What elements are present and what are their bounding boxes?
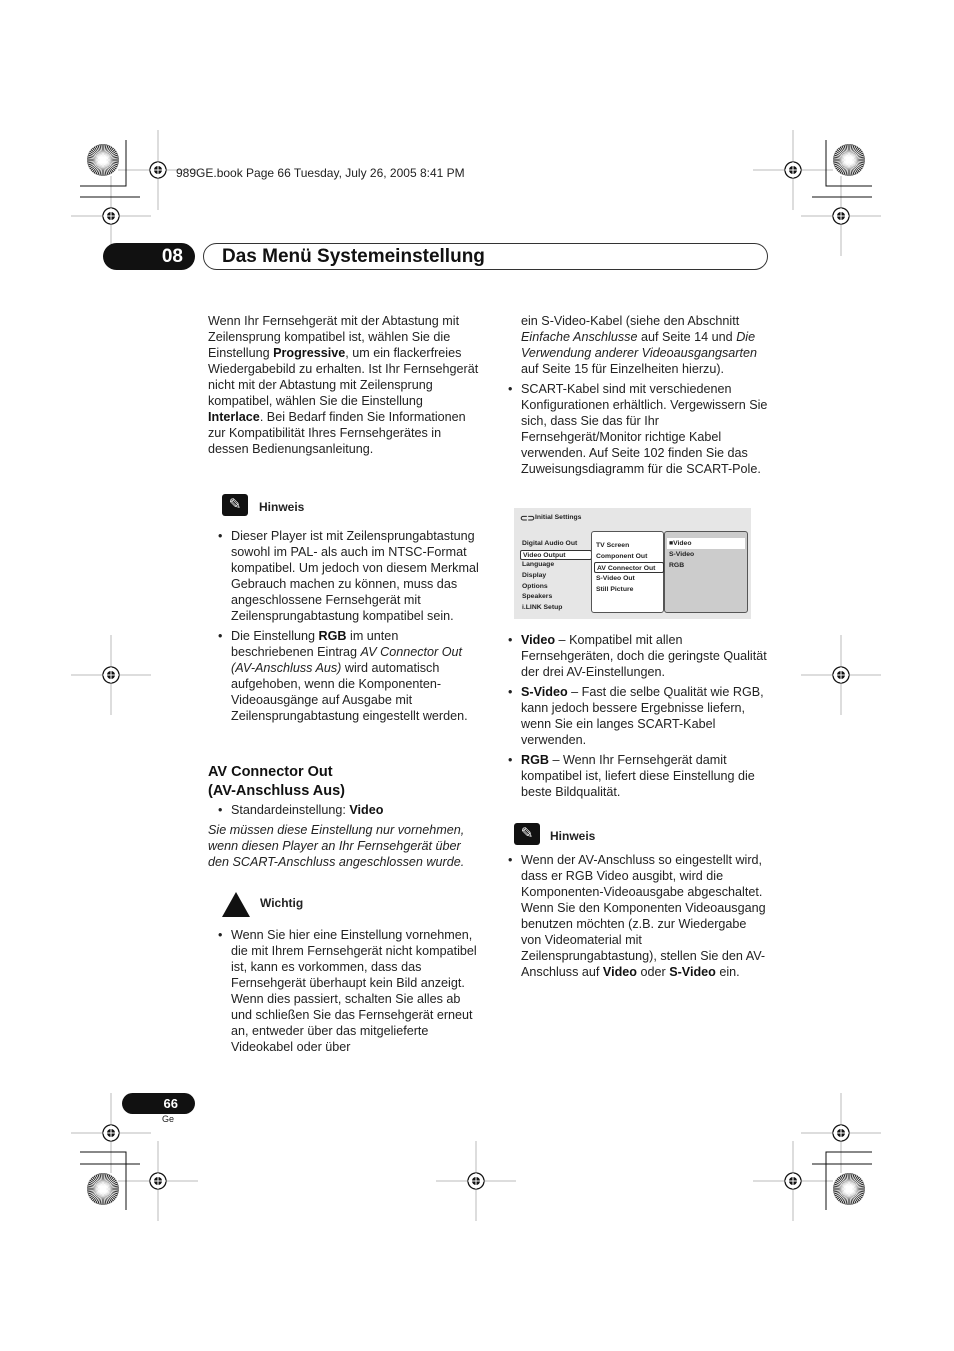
menu-item-label: Video <box>673 540 692 547</box>
menu-title: Initial Settings <box>535 514 582 521</box>
bullet-item <box>508 752 769 800</box>
text: auf Seite 14 und <box>637 330 737 344</box>
bullet-item <box>218 628 480 724</box>
section-heading <box>208 763 345 801</box>
note-label-right: Hinweis <box>550 829 596 843</box>
bullet-item <box>508 684 769 748</box>
menu-item-label: AV Connector Out <box>597 565 656 572</box>
starburst-center <box>847 1187 851 1191</box>
warning-icon <box>222 892 250 917</box>
selected-marker-icon: ■ <box>669 540 674 547</box>
option-bullets <box>508 632 769 804</box>
menu-item <box>520 539 592 550</box>
menu-item <box>667 538 745 549</box>
text: – Wenn Ihr Fernsehgerät damit kompatibel ist, liefert diese Einstellung die beste Bildqualität. <box>521 753 755 799</box>
initial-settings-menu-screenshot <box>514 508 751 619</box>
menu-item <box>520 592 592 603</box>
print-header: 989GE.book Page 66 Tuesday, July 26, 2005 8:41 PM <box>176 166 465 180</box>
bold-text: Video <box>349 803 384 817</box>
text: SCART-Kabel sind mit verschiedenen Konfigurationen erhältlich. Vergewissern Sie sich, dass Sie das für Ihr Fernsehgerät/Monitor richtige Kabel verwenden. Auf Seite 102 finden Sie das Zuweisungsdiagramm für die SCART-Pole. <box>521 382 768 476</box>
text: im unten beschriebenen Eintrag <box>231 629 399 659</box>
bullet-item <box>508 381 769 477</box>
menu-item-label: S-Video <box>669 551 695 558</box>
bold-text: Interlace <box>208 410 260 424</box>
italic-text: Die Verwendung anderer Videoausgangsarten <box>521 330 757 360</box>
chapter-number: 08 <box>103 243 195 270</box>
text: oder <box>636 965 670 979</box>
page-number: 66 <box>122 1093 195 1114</box>
bold-text: S-Video <box>669 965 716 979</box>
italic-note: Sie müssen diese Einstellung nur vornehmen, wenn diesen Player an Ihr Fernsehgerät über den SCART-Anschluss angeschlossen wurde. <box>208 823 465 869</box>
menu-item <box>594 551 664 562</box>
text: Dieser Player ist mit Zeilensprungabtastung sowohl im PAL- als auch im NTSC-Format kompatibel. Um jedoch von diesem Merkmal Gebrauch machen zu können, muss das angeschlossene Fernsehgerät mit Zeilensprungabtastung kompatibel sein. <box>231 529 479 623</box>
section-heading-line1: AV Connector Out <box>208 764 333 780</box>
text: ein. <box>715 965 740 979</box>
text: Die Einstellung <box>231 629 319 643</box>
text: – Kompatibel mit allen Fernsehgeräten, doch die geringste Qualität der drei AV-Einstellungen. <box>521 633 767 679</box>
text: wird automatisch aufgehoben, wenn die Komponenten-Videoausgänge auf Ausgabe mit Zeilensprungabtastung eingestellt werden. <box>231 661 468 723</box>
bullet-item <box>508 632 769 680</box>
chapter-title: Das Menü Systemeinstellung <box>203 243 768 270</box>
starburst-center <box>847 158 851 162</box>
bullet-item <box>508 852 769 980</box>
note-bullets <box>218 528 480 728</box>
bold-text: Video <box>602 965 637 979</box>
menu-item <box>520 550 592 561</box>
language-code: Ge <box>162 1114 175 1124</box>
text: Wenn Ihr Fernsehgerät mit der Abtastung mit Zeilensprung kompatibel ist, wählen Sie die Einstellung <box>208 314 460 360</box>
continuation-paragraph <box>521 313 769 377</box>
text: Standardeinstellung: <box>231 803 350 817</box>
menu-item <box>594 584 664 595</box>
note-bullets-right <box>508 852 769 984</box>
pencil-note-icon: ✎ <box>222 494 248 516</box>
text: auf Seite 15 für Einzelheiten hierzu). <box>521 362 725 376</box>
menu-item-label: Still Picture <box>596 586 634 593</box>
text: Wenn der AV-Anschluss so eingestellt wird, dass er RGB Video ausgibt, wird die Komponenten-Videoausgabe abgeschaltet. Wenn Sie den Komponenten Videoausgang benutzen möchten (z.B. zur Wiedergabe von Videomaterial mit Zeilensprungabtastung), stellen Sie den AV-Anschluss auf <box>521 853 766 979</box>
menu-item-label: i.LINK Setup <box>522 604 563 612</box>
bullet-item <box>218 802 480 818</box>
menu-item <box>594 540 664 551</box>
intro-paragraph <box>208 313 480 457</box>
note-label: Hinweis <box>259 500 305 514</box>
disc-icon: ⊂⊃ <box>520 513 536 523</box>
menu-item-label: Options <box>522 582 548 590</box>
italic-text: AV Connector Out (AV-Anschluss Aus) <box>231 645 463 675</box>
bold-text: RGB <box>521 753 549 767</box>
bold-text: Progressive <box>273 346 346 360</box>
text: ein S-Video-Kabel (siehe den Abschnitt <box>521 314 740 328</box>
starburst-center <box>101 1187 105 1191</box>
menu-item <box>667 549 745 560</box>
text: . Bei Bedarf finden Sie Informationen zur Kompatibilität Ihres Fernsehgerätes in dessen Bedienungsanleitung. <box>208 410 466 456</box>
menu-item <box>520 571 592 582</box>
menu-item <box>594 562 664 573</box>
menu-item-label: Digital Audio Out <box>522 540 578 547</box>
bold-text: Video <box>521 633 556 647</box>
menu-item-label: Speakers <box>522 593 553 601</box>
starburst-center <box>101 158 105 162</box>
menu-item <box>520 603 592 614</box>
menu-item-label: Component Out <box>596 553 648 560</box>
menu-item <box>594 573 664 584</box>
bold-text: RGB <box>318 629 347 643</box>
bullet-item <box>218 528 480 624</box>
bullet-item <box>218 927 480 1055</box>
warning-bullets <box>218 927 480 1059</box>
menu-item-label: S-Video Out <box>596 575 635 582</box>
menu-item-label: Video Output <box>523 551 566 559</box>
menu-item-label: Language <box>522 561 555 569</box>
warning-label: Wichtig <box>260 896 304 910</box>
menu-item <box>520 582 592 593</box>
scart-bullets <box>508 381 769 481</box>
text: – Fast die selbe Qualität wie RGB, kann jedoch bessere Ergebnisse liefern, wenn Sie ein langes SCART-Kabel verwenden. <box>521 685 764 747</box>
menu-item-label: Display <box>522 572 547 580</box>
default-setting <box>218 802 480 822</box>
menu-item-label: RGB <box>669 562 685 569</box>
bold-text: S-Video <box>521 685 568 699</box>
text: , um ein flackerfreies Wiedergabebild zu erhalten. Ist Ihr Fernsehgerät nicht mit der Abtastung mit Zeilensprung kompatibel, wählen Sie die Einstellung <box>208 346 479 408</box>
section-heading-line2: (AV-Anschluss Aus) <box>208 783 345 799</box>
menu-item <box>667 560 745 571</box>
menu-item-label: TV Screen <box>596 542 630 549</box>
italic-text: Einfache Anschlusse <box>521 330 638 344</box>
menu-item <box>520 560 592 571</box>
pencil-note-icon: ✎ <box>514 823 540 845</box>
text: Wenn Sie hier eine Einstellung vornehmen, die mit Ihrem Fernsehgerät nicht kompatibel ist, kann es vorkommen, dass das Fernsehgerät überhaupt kein Bild anzeigt. Wenn dies passiert, schalten Sie alles ab und schließen Sie das Fernsehgerät erneut an, entweder über das mitgelieferte Videokabel oder über <box>231 928 477 1054</box>
